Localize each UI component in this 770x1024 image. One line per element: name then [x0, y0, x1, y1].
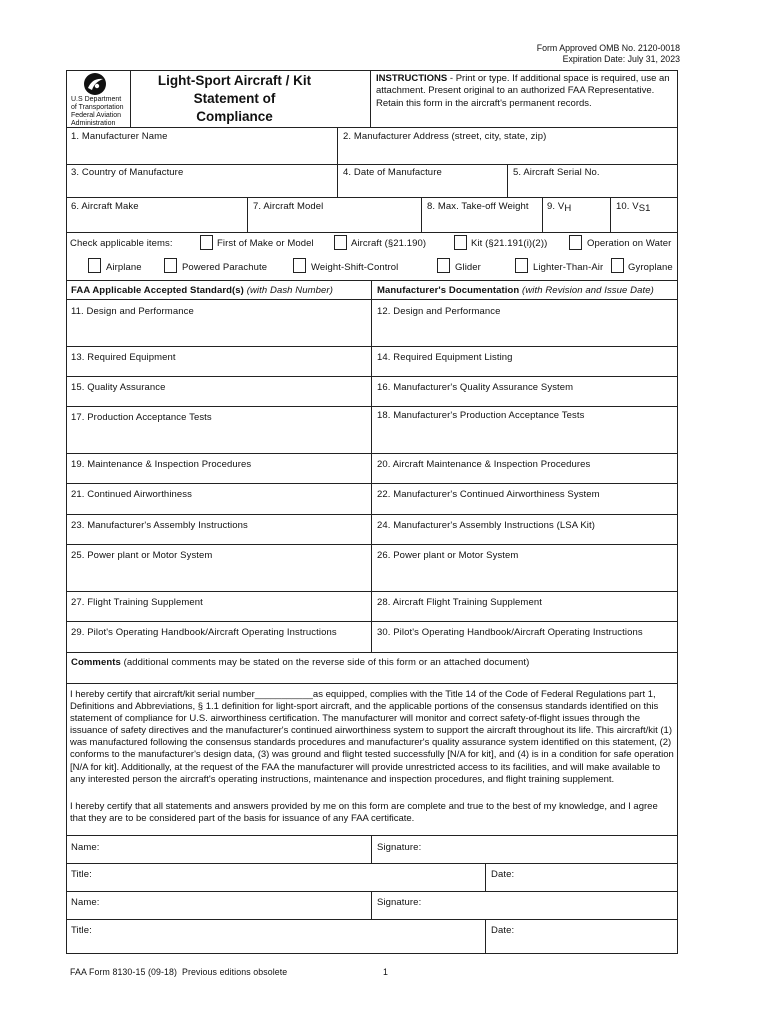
field-30-handbook[interactable]: 30. Pilot's Operating Handbook/Aircraft Operating Instructions [377, 627, 643, 638]
label-lighter-than-air: Lighter-Than-Air [533, 262, 604, 273]
checkbox-powered-parachute[interactable] [164, 258, 177, 273]
comments-field[interactable]: Comments (additional comments may be stated on the reverse side of this form or an attached document) [71, 657, 530, 668]
omb-number: Form Approved OMB No. 2120-0018 [536, 43, 680, 53]
field-26-powerplant[interactable]: 26. Power plant or Motor System [377, 550, 519, 561]
field-manufacturer-address[interactable]: 2. Manufacturer Address (street, city, state, zip) [343, 131, 547, 142]
checkbox-airplane[interactable] [88, 258, 101, 273]
field-19-maintenance[interactable]: 19. Maintenance & Inspection Procedures [71, 459, 252, 470]
field-aircraft-model[interactable]: 7. Aircraft Model [253, 201, 324, 212]
date-field-2[interactable]: Date: [491, 925, 515, 936]
expiration-date: Expiration Date: July 31, 2023 [562, 54, 680, 64]
label-airplane: Airplane [106, 262, 142, 273]
checkbox-gyroplane[interactable] [611, 258, 624, 273]
checkbox-first-make[interactable] [200, 235, 213, 250]
field-28-training[interactable]: 28. Aircraft Flight Training Supplement [377, 597, 542, 608]
dot-logo [82, 72, 108, 96]
field-17-production[interactable]: 17. Production Acceptance Tests [71, 412, 212, 423]
field-manufacturer-name[interactable]: 1. Manufacturer Name [71, 131, 168, 142]
title-field-2[interactable]: Title: [71, 925, 92, 936]
field-18-production[interactable]: 18. Manufacturer's Production Acceptance Tests [377, 410, 585, 421]
field-date-manufacture[interactable]: 4. Date of Manufacture [343, 167, 442, 178]
checkbox-weight-shift[interactable] [293, 258, 306, 273]
signature-field-1[interactable]: Signature: [377, 842, 422, 853]
field-20-maintenance[interactable]: 20. Aircraft Maintenance & Inspection Procedures [377, 459, 591, 470]
field-25-powerplant[interactable]: 25. Power plant or Motor System [71, 550, 213, 561]
footer-note: Previous editions obsolete [182, 967, 288, 977]
certification-truth: I hereby certify that all statements and answers provided by me on this form are complete and true to the best of my knowledge, and I agree that they are to be considered part of the basis for issuance of any FAA certificate. [70, 801, 658, 825]
field-29-handbook[interactable]: 29. Pilot's Operating Handbook/Aircraft Operating Instructions [71, 627, 337, 638]
checkbox-glider[interactable] [437, 258, 450, 273]
field-serial-no[interactable]: 5. Aircraft Serial No. [513, 167, 600, 178]
check-items-label: Check applicable items: [70, 238, 173, 249]
name-field-1[interactable]: Name: [71, 842, 100, 853]
label-first-make: First of Make or Model [217, 238, 314, 249]
field-21-airworthiness[interactable]: 21. Continued Airworthiness [71, 489, 192, 500]
field-16-quality[interactable]: 16. Manufacturer's Quality Assurance System [377, 382, 574, 393]
title-field-1[interactable]: Title: [71, 869, 92, 880]
form-title: Light-Sport Aircraft / Kit Statement of Compliance [157, 73, 312, 124]
checkbox-operation-water[interactable] [569, 235, 582, 250]
field-24-assembly[interactable]: 24. Manufacturer's Assembly Instructions (LSA Kit) [377, 520, 596, 531]
field-vh[interactable]: 9. VH [547, 201, 572, 214]
label-powered-parachute: Powered Parachute [182, 262, 268, 273]
field-15-quality[interactable]: 15. Quality Assurance [71, 382, 166, 393]
standards-left-header: FAA Applicable Accepted Standard(s) (with Dash Number) [71, 285, 333, 296]
date-field-1[interactable]: Date: [491, 869, 515, 880]
field-max-takeoff[interactable]: 8. Max. Take-off Weight [427, 201, 529, 212]
signature-field-2[interactable]: Signature: [377, 897, 422, 908]
field-14-equipment[interactable]: 14. Required Equipment Listing [377, 352, 513, 363]
label-glider: Glider [455, 262, 481, 273]
field-11-design[interactable]: 11. Design and Performance [71, 306, 194, 317]
checkbox-lighter-than-air[interactable] [515, 258, 528, 273]
field-12-design[interactable]: 12. Design and Performance [377, 306, 501, 317]
field-aircraft-make[interactable]: 6. Aircraft Make [71, 201, 139, 212]
label-weight-shift: Weight-Shift-Control [311, 262, 399, 273]
label-gyroplane: Gyroplane [628, 262, 673, 273]
agency-name: U.S Department of Transportation Federal Aviation Administration [71, 96, 124, 127]
label-operation-water: Operation on Water [587, 238, 672, 249]
field-country[interactable]: 3. Country of Manufacture [71, 167, 184, 178]
field-27-training[interactable]: 27. Flight Training Supplement [71, 597, 203, 608]
field-23-assembly[interactable]: 23. Manufacturer's Assembly Instructions [71, 520, 248, 531]
checkbox-kit[interactable] [454, 235, 467, 250]
label-kit: Kit (§21.191(i)(2)) [471, 238, 548, 249]
checkbox-aircraft[interactable] [334, 235, 347, 250]
field-22-airworthiness[interactable]: 22. Manufacturer's Continued Airworthiness System [377, 489, 600, 500]
footer-form-id: FAA Form 8130-15 (09-18) [70, 967, 178, 977]
page-number: 1 [383, 967, 388, 977]
name-field-2[interactable]: Name: [71, 897, 100, 908]
field-vs1[interactable]: 10. VS1 [616, 201, 651, 214]
label-aircraft: Aircraft (§21.190) [351, 238, 427, 249]
instructions: INSTRUCTIONS - Print or type. If additional space is required, use an attachment. Present original to an authorized FAA Representative. Retain this form in the aircraft's permanent records. [376, 73, 670, 109]
certification-statement: I hereby certify that aircraft/kit serial number___________as equipped, complies with the Title 14 of the Code of Federal Regulations part 1, Definitions and Abbreviations, § 1.1 definition for light-sport aircraft, and the applicable portions of the consensus standards identified on this statement of compliance for U.S. airworthiness certification. The manufacturer will monitor and correct safety-of-flight issues through the issuance of safety directives and the manufacturer's continued airworthiness system to support the aircraft throughout its life. This aircraft/kit (1) was manufactured following the consensus standards procedures and manufacturer's quality assurance system identified on this statement, (2) conforms to the manufacturer's design data, (3) was ground and flight tested successfully [N/A for kit], and (4) is in a condition for safe operation [N/A for kit]. Additionally, at the request of the FAA the manufacturer will provide unrestricted access to its facilities, and will make available to any interested person the aircraft's operating instructions, maintenance and inspection procedures, and flight training supplement. [70, 689, 674, 785]
standards-right-header: Manufacturer's Documentation (with Revision and Issue Date) [377, 285, 654, 296]
field-13-equipment[interactable]: 13. Required Equipment [71, 352, 176, 363]
